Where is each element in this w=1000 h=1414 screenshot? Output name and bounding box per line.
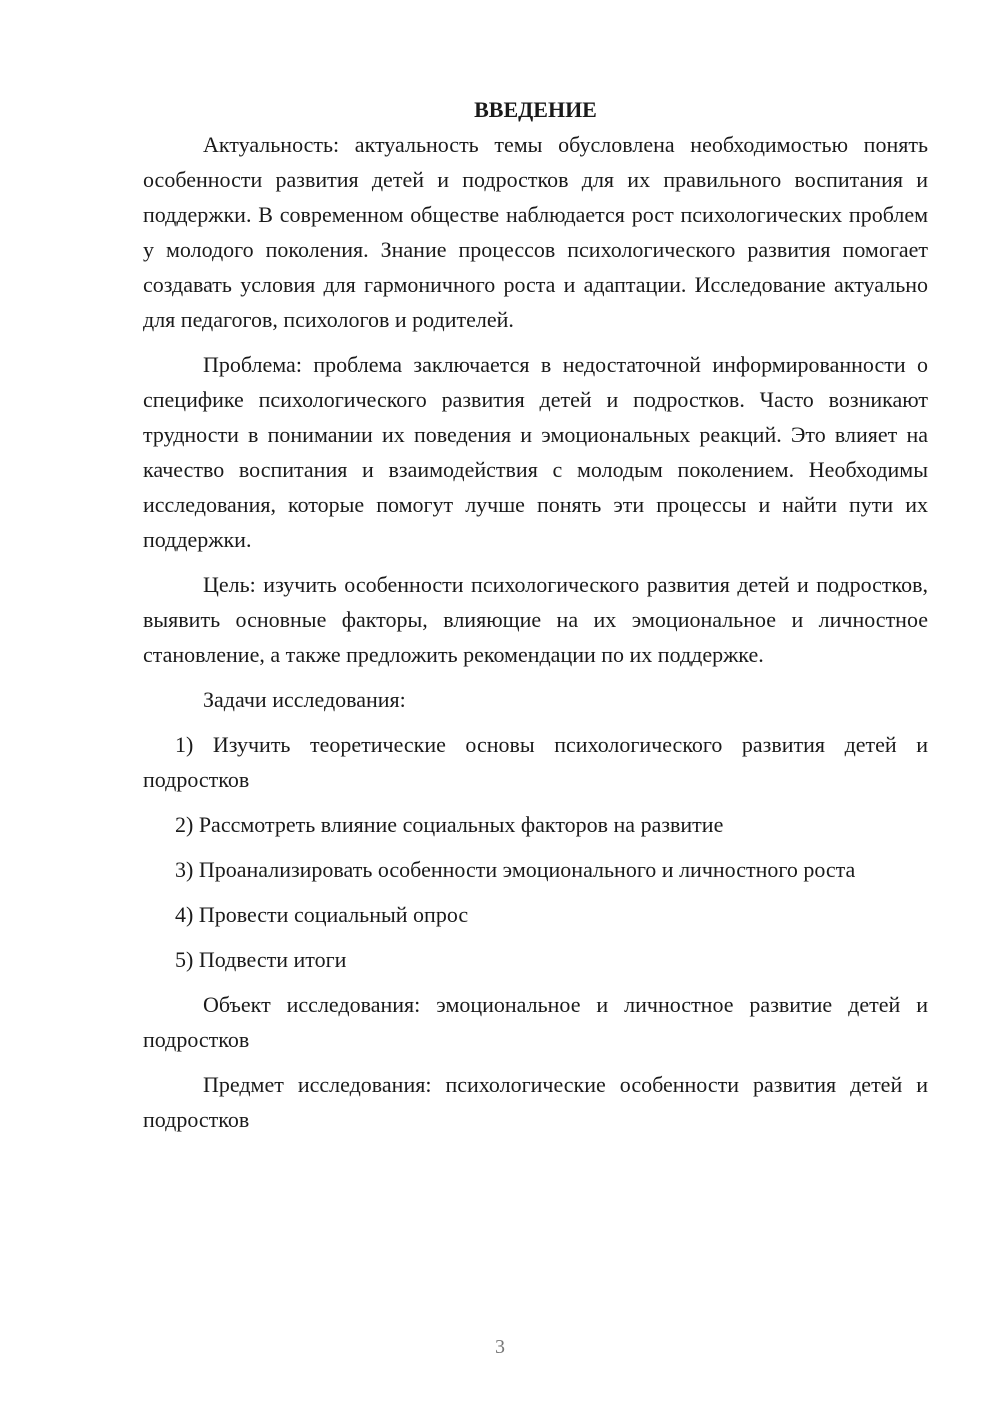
paragraph-goal: Цель: изучить особенности психологического развития детей и подростков, выявить основные факторы, влияющие на их эмоциональное и личностное становление, а также предложить рекомендации по их поддержке. xyxy=(143,572,928,667)
paragraph-relevance: Актуальность: актуальность темы обусловлена необходимостью понять особенности развития детей и подростков для их правильного воспитания и поддержки. В современном обществе наблюдается рост психологических проблем у молодого поколения. Знание процессов психологического развития помогает создавать условия для гармоничного роста и адаптации. Исследование актуально для педагогов, психологов и родителей. xyxy=(143,132,928,332)
paragraph-subject: Предмет исследования: психологические особенности развития детей и подростков xyxy=(143,1072,928,1132)
task-item-5: 5) Подвести итоги xyxy=(175,947,347,972)
task-item-4: 4) Провести социальный опрос xyxy=(175,902,469,927)
tasks-heading: Задачи исследования: xyxy=(203,687,406,712)
task-item-1: 1) Изучить теоретические основы психологического развития детей и подростков xyxy=(143,732,928,792)
page-number: 3 xyxy=(495,1336,505,1358)
page-title: ВВЕДЕНИЕ xyxy=(474,97,597,122)
task-item-3: 3) Проанализировать особенности эмоционального и личностного роста xyxy=(175,857,856,882)
paragraph-object: Объект исследования: эмоциональное и личностное развитие детей и подростков xyxy=(143,992,928,1052)
paragraph-problem: Проблема: проблема заключается в недостаточной информированности о специфике психологического развития детей и подростков. Часто возникают трудности в понимании их поведения и эмоциональных реакций. Это влияет на качество воспитания и взаимодействия с молодым поколением. Необходимы исследования, которые помогут лучше понять эти процессы и найти пути их поддержки. xyxy=(143,352,928,552)
task-item-2: 2) Рассмотреть влияние социальных факторов на развитие xyxy=(175,812,724,837)
page-content xyxy=(143,92,928,1137)
